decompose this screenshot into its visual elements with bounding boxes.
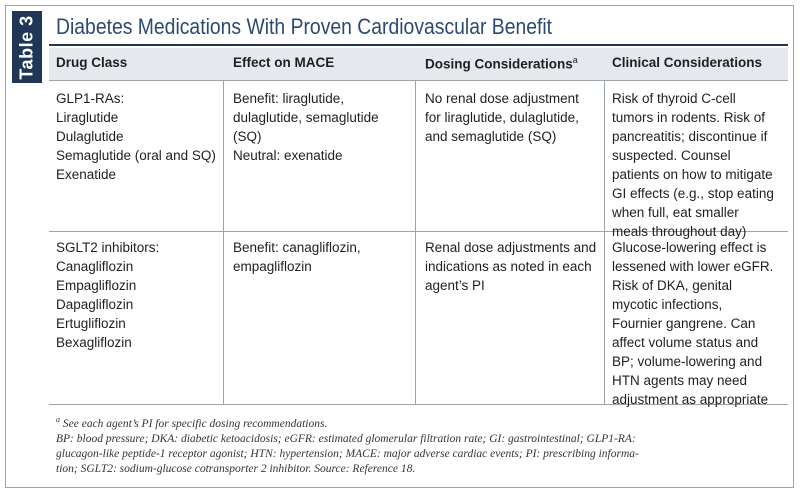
abbreviations-line: BP: blood pressure; DKA: diabetic ketoacidosis; eGFR: estimated glomerular filtration rate; GI: gastrointestinal; GLP1-RA: (56, 432, 636, 445)
column-divider (223, 80, 224, 404)
table-label-tab (12, 11, 42, 83)
cell-line: Ertugliflozin (56, 316, 126, 331)
cell-line: when full, eat smaller (612, 205, 739, 220)
title-rule (49, 44, 788, 46)
table-title: Diabetes Medications With Proven Cardiovascular Benefit (56, 14, 553, 39)
footnote-a-text: See each agent’s PI for specific dosing recommendations. (60, 417, 328, 430)
cell-line: Renal dose adjustments and (425, 240, 597, 255)
cell-line: meals throughout day) (612, 224, 747, 239)
table-footnotes (56, 412, 781, 477)
row-glp1-mace (233, 89, 379, 165)
cell-line: suspected. Counsel (612, 148, 731, 163)
header-dosing-footnote-marker: a (572, 55, 578, 65)
header-dosing-label: Dosing Considerations (425, 56, 573, 72)
row-sglt2-mace (233, 238, 361, 276)
cell-line: affect volume status and (612, 335, 759, 350)
cell-line: mycotic infections, (612, 297, 723, 312)
cell-line: (SQ) (233, 129, 262, 144)
cell-line: dulaglutide, semaglutide (233, 110, 379, 125)
cell-line: HTN agents may need (612, 373, 748, 388)
column-divider (604, 80, 605, 404)
cell-line: Risk of DKA, genital (612, 278, 733, 293)
footnote-a (56, 412, 781, 432)
abbreviations-line: tion; SGLT2: sodium-glucose cotransporter 2 inhibitor. Source: Reference 18. (56, 462, 416, 475)
cell-line: Canagliflozin (56, 259, 134, 274)
table-label: Table 3 (16, 14, 37, 80)
cell-line: empagliflozin (233, 259, 312, 274)
header-effect-on-mace: Effect on MACE (233, 55, 335, 70)
header-rule (49, 80, 788, 81)
cell-line: Exenatide (56, 167, 117, 182)
cell-line: adjustment as appropriate (612, 392, 769, 407)
header-clinical-considerations: Clinical Considerations (612, 55, 763, 70)
abbreviations-line: glucagon-like peptide-1 receptor agonist; HTN: hypertension; MACE: major adverse cardiac events; PI: prescribing informa- (56, 447, 639, 460)
cell-line: indications as noted in each (425, 259, 592, 274)
cell-line: Dulaglutide (56, 129, 124, 144)
cell-line: Liraglutide (56, 110, 119, 125)
cell-line: agent’s PI (425, 278, 485, 293)
cell-line: and semaglutide (SQ) (425, 129, 557, 144)
cell-line: Benefit: canagliflozin, (233, 240, 361, 255)
cell-line: Dapagliflozin (56, 297, 134, 312)
cell-line: No renal dose adjustment (425, 91, 579, 106)
row-sglt2-drug-class (56, 238, 159, 352)
row-sglt2-dosing (425, 238, 596, 295)
row-sglt2-clinical (612, 238, 773, 409)
cell-line: for liraglutide, dulaglutide, (425, 110, 579, 125)
row-glp1-clinical (612, 89, 774, 241)
cell-line: patients on how to mitigate (612, 167, 773, 182)
cell-line: Neutral: exenatide (233, 148, 343, 163)
row-glp1-dosing (425, 89, 579, 146)
cell-line: Risk of thyroid C-cell (612, 91, 736, 106)
cell-line: Fournier gangrene. Can (612, 316, 756, 331)
column-divider (415, 80, 416, 404)
cell-line: Empagliflozin (56, 278, 137, 293)
cell-line: Semaglutide (oral and SQ) (56, 148, 216, 163)
cell-line: GLP1-RAs: (56, 91, 125, 106)
cell-line: Bexagliflozin (56, 335, 132, 350)
cell-line: GI effects (e.g., stop eating (612, 186, 774, 201)
cell-line: Benefit: liraglutide, (233, 91, 345, 106)
header-dosing-considerations (425, 55, 578, 72)
footnote-marker: a (56, 415, 60, 424)
cell-line: pancreatitis; discontinue if (612, 129, 768, 144)
cell-line: lessened with lower eGFR. (612, 259, 774, 274)
header-drug-class: Drug Class (56, 55, 128, 70)
cell-line: Glucose-lowering effect is (612, 240, 767, 255)
cell-line: SGLT2 inhibitors: (56, 240, 160, 255)
cell-line: BP; volume-lowering and (612, 354, 763, 369)
cell-line: tumors in rodents. Risk of (612, 110, 766, 125)
row-glp1-drug-class (56, 89, 216, 184)
